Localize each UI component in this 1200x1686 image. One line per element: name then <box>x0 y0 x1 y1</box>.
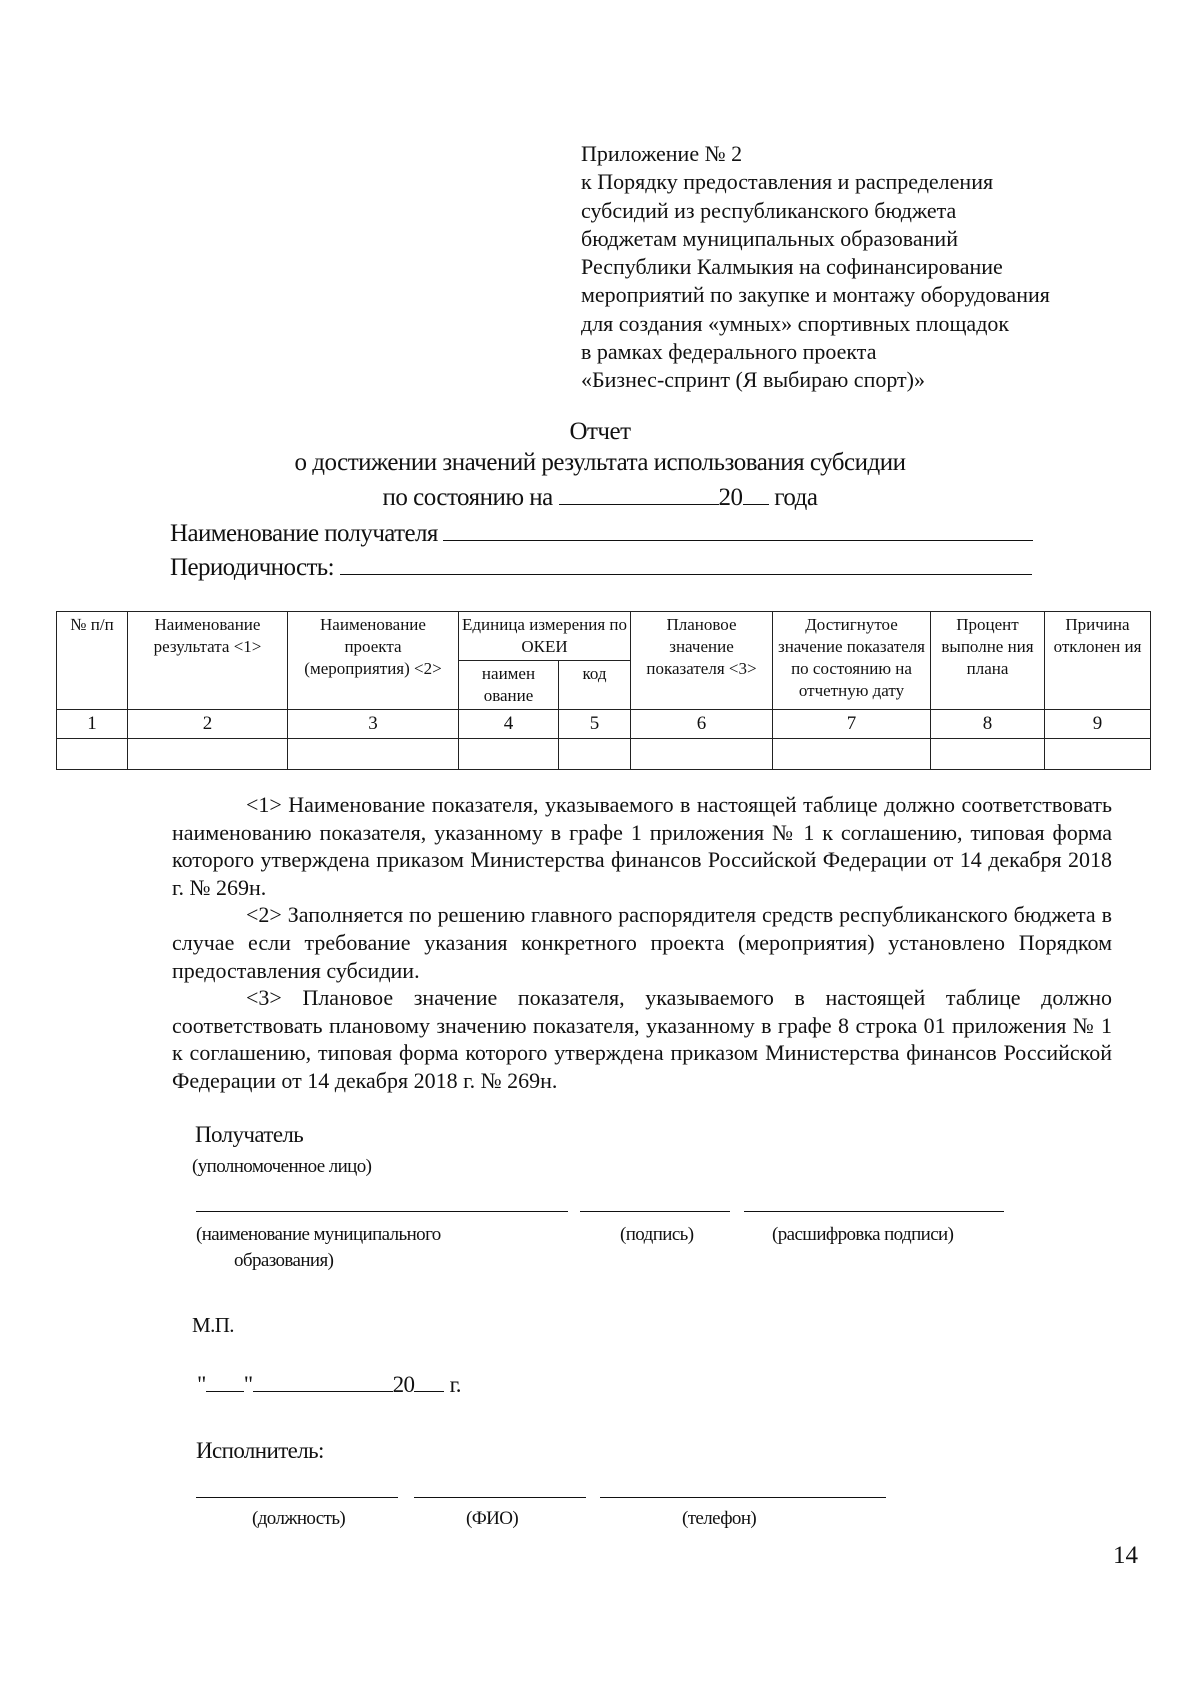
header-percent: Процент выполне ния плана <box>931 612 1045 710</box>
header-project: Наименование проекта (мероприятия) <2> <box>288 612 459 710</box>
caption-municipality-cont: образования) <box>234 1250 334 1271</box>
caption-fio: (ФИО) <box>466 1508 519 1529</box>
date-quote-close: " <box>243 1372 253 1397</box>
header-result: Наименование результата <1> <box>128 612 288 710</box>
periodicity-field[interactable] <box>340 573 1032 575</box>
date-suffix: года <box>774 484 818 511</box>
sign-date-line <box>197 1372 461 1398</box>
header-unit-code: код <box>559 661 631 710</box>
footnote-1: <1> Наименование показателя, указываемого в настоящей таблице должно соответствовать наименованию показателя, указанному в графе 1 приложения № 1 к соглашению, типовая форма которого утверждена приказом Министерства финансов Российской Федерации от 14 декабря 2018 г. № 269н. <box>172 792 1112 900</box>
sign-date-suffix: г. <box>449 1372 461 1397</box>
appendix-line: «Бизнес-спринт (Я выбираю спорт)» <box>581 367 925 393</box>
footnote-2: <2> Заполняется по решению главного распорядителя средств республиканского бюджета в случае если требование указания конкретного проекта (мероприятия) установлено Порядком предоставления субсидии. <box>172 902 1112 983</box>
appendix-line: бюджетам муниципальных образований <box>581 225 958 251</box>
appendix-line: Приложение № 2 <box>581 141 743 166</box>
appendix-line: к Порядку предоставления и распределения <box>581 169 994 195</box>
table-cell[interactable] <box>57 739 128 770</box>
table-cell[interactable] <box>559 739 631 770</box>
appendix-line: субсидий из республиканского бюджета <box>581 197 957 223</box>
header-unit: Единица измерения по ОКЕИ <box>459 612 631 661</box>
caption-phone: (телефон) <box>682 1508 757 1529</box>
signature-line[interactable] <box>580 1211 730 1212</box>
table-cell[interactable] <box>459 739 559 770</box>
report-title: Отчет <box>569 418 631 445</box>
decoding-line[interactable] <box>744 1211 1004 1212</box>
phone-line[interactable] <box>600 1497 886 1498</box>
header-reason: Причина отклонен ия <box>1045 612 1151 710</box>
caption-signature: (подпись) <box>620 1224 694 1245</box>
column-number: 9 <box>1045 710 1151 739</box>
appendix-line: в рамках федерального проекта <box>581 339 877 365</box>
column-number: 6 <box>631 710 773 739</box>
caption-decoding: (расшифровка подписи) <box>772 1224 954 1245</box>
stamp-label: М.П. <box>192 1313 234 1337</box>
column-number: 5 <box>559 710 631 739</box>
report-table <box>56 611 1151 770</box>
table-row <box>57 739 1151 770</box>
column-number-row <box>57 710 1151 739</box>
column-number: 1 <box>57 710 128 739</box>
report-subtitle: о достижении значений результата использования субсидии <box>294 449 906 476</box>
caption-position: (должность) <box>252 1508 346 1529</box>
recipient-heading: Получатель <box>195 1122 304 1147</box>
date-quote-open: " <box>197 1372 206 1397</box>
date-day-month-field[interactable] <box>559 503 719 505</box>
sign-month-field[interactable] <box>253 1390 393 1392</box>
table-cell[interactable] <box>773 739 931 770</box>
column-number: 2 <box>128 710 288 739</box>
header-achieved: Достигнутое значение показателя по состоянию на отчетную дату <box>773 612 931 710</box>
sign-day-field[interactable] <box>206 1390 244 1392</box>
column-number: 4 <box>459 710 559 739</box>
appendix-line: мероприятий по закупке и монтажу оборудования <box>581 282 1050 308</box>
footnotes <box>172 791 1112 1095</box>
sign-year-field[interactable] <box>414 1390 444 1392</box>
periodicity-row <box>170 554 1032 582</box>
appendix-line: для создания «умных» спортивных площадок <box>581 310 1010 336</box>
table-header-row <box>57 612 1151 661</box>
column-number: 8 <box>931 710 1045 739</box>
date-prefix: по состоянию на <box>382 484 553 511</box>
recipient-name-field[interactable] <box>443 539 1033 541</box>
municipality-line[interactable] <box>196 1211 568 1212</box>
appendix-line: Республики Калмыкия на софинансирование <box>581 254 1003 280</box>
sign-date-year: 20 <box>392 1372 415 1397</box>
periodicity-label: Периодичность: <box>170 554 334 581</box>
table-cell[interactable] <box>631 739 773 770</box>
header-num: № п/п <box>57 612 128 710</box>
footnote-3: <3> Плановое значение показателя, указываемого в настоящей таблице должно соответствовать плановому значению показателя, указанному в графе 8 строка 01 приложения № 1 к соглашению, типовая форма которого утверждена приказом Министерства финансов Российской Федерации от 14 декабря 2018 г. № 269н. <box>172 985 1112 1093</box>
table-cell[interactable] <box>288 739 459 770</box>
recipient-name-label: Наименование получателя <box>170 520 438 547</box>
fio-line[interactable] <box>414 1497 586 1498</box>
header-plan: Плановое значение показателя <3> <box>631 612 773 710</box>
column-number: 3 <box>288 710 459 739</box>
page-number: 14 <box>1113 1542 1138 1569</box>
caption-municipality: (наименование муниципального <box>196 1224 441 1245</box>
executor-heading: Исполнитель: <box>196 1438 324 1463</box>
table-cell[interactable] <box>1045 739 1151 770</box>
date-year: 20 <box>718 484 743 511</box>
position-line[interactable] <box>196 1497 398 1498</box>
header-unit-name: наимен ование <box>459 661 559 710</box>
recipient-name-row <box>170 520 1033 548</box>
report-date-line <box>0 484 1200 512</box>
column-number: 7 <box>773 710 931 739</box>
authorized-person-label: (уполномоченное лицо) <box>192 1156 372 1177</box>
table-cell[interactable] <box>931 739 1045 770</box>
appendix-header <box>581 140 1050 395</box>
date-year-field[interactable] <box>743 503 769 505</box>
table-cell[interactable] <box>128 739 288 770</box>
